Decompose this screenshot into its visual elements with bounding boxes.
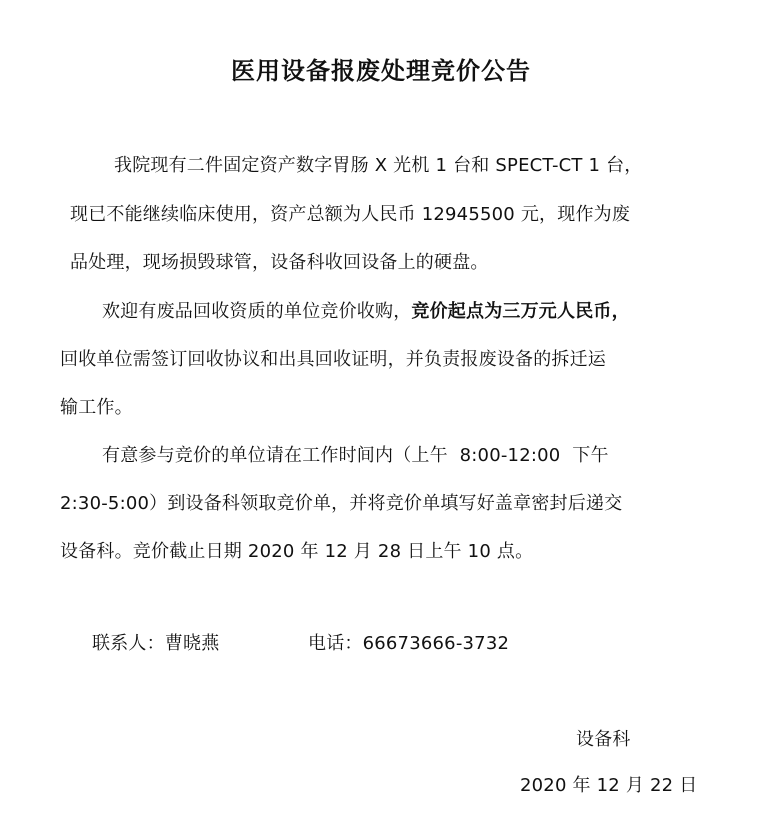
paragraph-1-line-2: 现已不能继续临床使用，资产总额为人民币 12945500 元，现作为废: [70, 204, 631, 225]
paragraph-2-line-1: [102, 300, 630, 324]
signature-date: 2020 年 12 月 22 日: [520, 775, 698, 796]
paragraph-3-line-1: 有意参与竞价的单位请在工作时间内（上午 8:00-12:00 下午: [102, 445, 609, 466]
paragraph-3-line-2: 2:30-5:00）到设备科领取竞价单，并将竞价单填写好盖章密封后递交: [60, 493, 623, 514]
paragraph-2-line-3: 输工作。: [60, 397, 133, 418]
contact-phone: 电话：66673666-3732: [308, 633, 510, 654]
paragraph-2-line-2: 回收单位需签订回收协议和出具回收证明，并负责报废设备的拆迁运: [60, 349, 606, 370]
paragraph-2-intro: 欢迎有废品回收资质的单位竞价收购，: [102, 301, 412, 322]
starting-price-highlight: 竞价起点为三万元人民币，: [411, 301, 630, 322]
paragraph-1-line-3: 品处理，现场损毁球管，设备科收回设备上的硬盘。: [70, 252, 489, 273]
contact-person: 联系人：曹晓燕: [92, 633, 220, 654]
page-title: 医用设备报废处理竞价公告: [231, 57, 531, 85]
signature-department: 设备科: [576, 729, 631, 750]
paragraph-3-line-3: 设备科。竞价截止日期 2020 年 12 月 28 日上午 10 点。: [60, 541, 534, 562]
paragraph-1-line-1: 我院现有二件固定资产数字胃肠 X 光机 1 台和 SPECT-CT 1 台，: [114, 155, 643, 176]
